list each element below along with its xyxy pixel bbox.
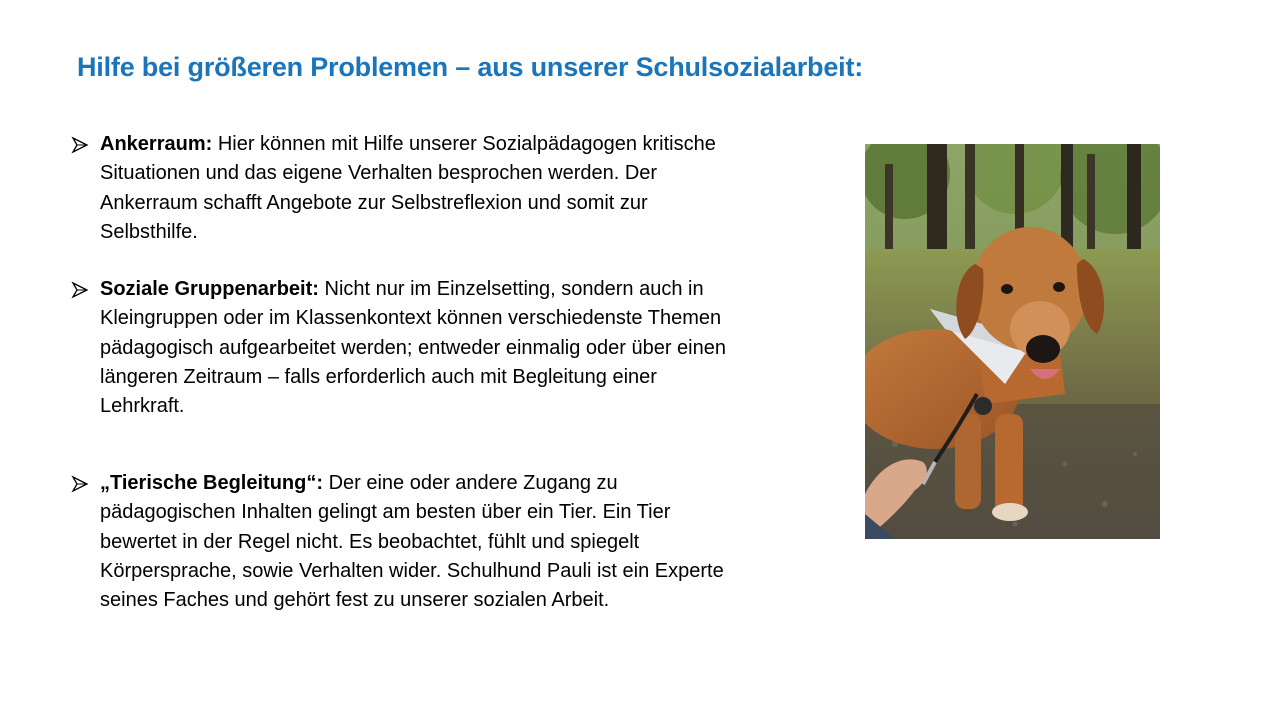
bullet-text: Hier können mit Hilfe unserer Sozialpädagogen kritische Situationen und das eigene Verhalten besprochen werden. Der Ankerraum schafft Angebote zur Selbstreflexion und somit zur Selbsthilfe. bbox=[100, 133, 716, 243]
bullet-item-tierische-begleitung bbox=[70, 469, 740, 615]
arrowhead-bullet-icon bbox=[70, 275, 92, 304]
bullet-term: „Tierische Begleitung“: bbox=[100, 472, 324, 494]
dog-in-park-image bbox=[865, 144, 1160, 539]
bullet-text: Nicht nur im Einzelsetting, sondern auch in Kleingruppen oder im Klassenkontext können verschiedenste Themen pädagogisch aufgearbeitet werden; entweder einmalig oder über einen längeren Zeitraum – falls erforderlich auch mit Begleitung einer Lehrkraft. bbox=[100, 278, 726, 418]
bullet-term: Soziale Gruppenarbeit: bbox=[100, 278, 319, 300]
bullet-text: Der eine oder andere Zugang zu pädagogischen Inhalten gelingt am besten über ein Tier. Ein Tier bewertet in der Regel nicht. Es beobachtet, fühlt und spiegelt Körpersprache, sowie Verhalten wider. Schulhund Pauli ist ein Experte seines Faches und gehört fest zu unserer sozialen Arbeit. bbox=[100, 472, 724, 612]
arrowhead-bullet-icon bbox=[70, 469, 92, 498]
bullet-item-gruppenarbeit bbox=[70, 275, 740, 421]
slide-title: Hilfe bei größeren Problemen – aus unserer Schulsozialarbeit: bbox=[77, 52, 864, 82]
arrowhead-bullet-icon bbox=[70, 130, 92, 159]
bullet-item-ankerraum bbox=[70, 130, 740, 247]
dog-photo bbox=[865, 144, 1160, 539]
bullet-term: Ankerraum: bbox=[100, 133, 213, 155]
